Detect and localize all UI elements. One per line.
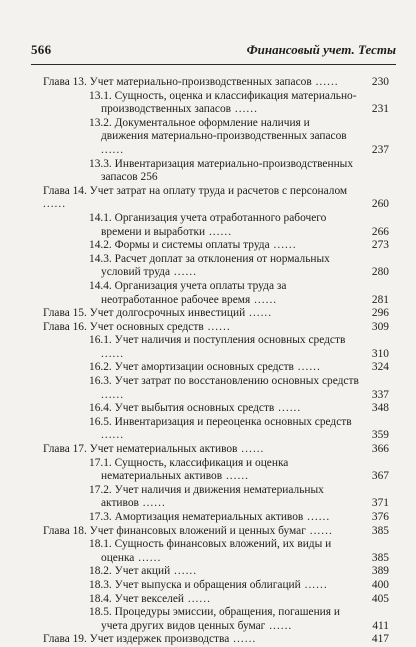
toc-section-entry [43, 538, 389, 565]
toc-entry-title: 14.2. Формы и системы оплаты труда [89, 239, 270, 252]
toc-chapter-entry [43, 443, 389, 457]
toc-chapter-entry [43, 525, 389, 539]
toc-leader-dots: ...... [274, 402, 302, 415]
toc-page-number: 385 [371, 551, 389, 564]
toc-chapter-entry [43, 307, 389, 321]
toc-section-entry [43, 484, 389, 511]
toc-leader-dots: ...... [101, 347, 125, 360]
page-number: 566 [31, 42, 52, 57]
toc-page-number: 389 [371, 565, 389, 578]
toc-section-entry [43, 158, 389, 185]
toc-chapter-entry [43, 633, 389, 647]
toc-page-number: 296 [369, 307, 389, 321]
toc-page-number: 359 [371, 429, 389, 442]
toc-page-number: 400 [371, 578, 389, 591]
toc-entry-title: 18.1. Сущность финансовых вложений, их виды и оценка [89, 538, 332, 564]
toc-leader-dots: ...... [184, 592, 211, 605]
toc-leader-dots: ...... [170, 266, 197, 279]
toc-leader-dots: ...... [203, 320, 231, 333]
toc-section-entry [43, 375, 389, 402]
toc-entry-title: Глава 14. Учет затрат на оплату труда и расчетов с персоналом [43, 184, 348, 197]
toc-leader-dots: ...... [43, 198, 67, 211]
toc-entry-title: 16.3. Учет затрат по восстановлению основных средств [89, 375, 359, 388]
toc-page-number: 237 [371, 143, 389, 156]
toc-page-number: 230 [369, 76, 389, 90]
toc-entry-title: 16.2. Учет амортизации основных средств [89, 361, 294, 374]
toc-entry-title: 18.3. Учет выпуска и обращения облигаций [89, 578, 301, 591]
toc-page-number: 385 [369, 525, 389, 539]
toc-section-entry [43, 593, 389, 607]
toc-leader-dots: ...... [293, 361, 321, 374]
toc-leader-dots: ...... [222, 470, 250, 483]
toc-page-number: 337 [371, 388, 389, 401]
toc-page-number: 417 [369, 633, 389, 647]
toc-section-entry [43, 334, 389, 361]
toc-section-entry [43, 212, 389, 239]
toc-leader-dots: ...... [170, 565, 198, 578]
toc-entry-title: 14.3. Расчет доплат за отклонения от нормальных условий труда [89, 252, 330, 279]
toc-page-number: 273 [371, 239, 389, 252]
toc-entry-title: 18.5. Процедуры эмиссии, обращения, погашения и учета других видов ценных бумаг [89, 606, 340, 632]
toc-page-number: 231 [371, 103, 389, 116]
toc-page-number: 281 [371, 293, 389, 306]
toc-entry-title: 14.4. Организация учета оплаты труда за неотработанное рабочее время [89, 279, 287, 306]
toc-entry-title: Глава 16. Учет основных средств [43, 320, 204, 333]
toc-page-number: 376 [371, 511, 389, 523]
toc-section-entry [43, 606, 389, 633]
toc-leader-dots: ...... [101, 429, 125, 442]
toc-leader-dots: ...... [265, 619, 293, 632]
toc-leader-dots: ...... [101, 388, 125, 401]
toc-leader-dots: ...... [305, 524, 333, 537]
toc-entry-title: 17.3. Амортизация нематериальных активов [89, 511, 304, 523]
toc-page-number: 324 [371, 361, 389, 374]
toc-page-number: 309 [369, 321, 389, 335]
toc-page-number: 371 [371, 497, 389, 510]
toc-leader-dots: ...... [303, 511, 331, 523]
toc-page-number: 366 [369, 443, 389, 457]
toc-entry-title: 16.5. Инвентаризация и переоценка основных средств [89, 415, 352, 428]
toc-page-number: 260 [369, 198, 389, 212]
toc-leader-dots: ...... [205, 225, 233, 238]
toc-section-entry [43, 117, 389, 158]
running-title: Финансовый учет. Тесты [246, 42, 396, 57]
toc-page-number: 411 [372, 619, 389, 632]
toc-entry-title: Глава 13. Учет материально-производственных запасов [43, 76, 312, 88]
toc-chapter-entry [43, 321, 389, 335]
toc-section-entry [43, 511, 389, 525]
toc-section-entry [43, 565, 389, 579]
toc-leader-dots: ...... [250, 293, 278, 306]
toc-section-entry [43, 579, 389, 593]
toc-page-number: 405 [371, 592, 389, 605]
toc-leader-dots: ...... [311, 76, 339, 88]
toc-page-number: 310 [371, 347, 389, 360]
toc-section-entry [43, 402, 389, 416]
toc-section-entry [43, 280, 389, 307]
toc-section-entry [43, 361, 389, 375]
toc-leader-dots: ...... [231, 103, 258, 116]
toc-chapter-entry [43, 76, 389, 90]
toc-leader-dots: ...... [269, 239, 297, 252]
toc-entry-title: 16.1. Учет наличия и поступления основных средств [89, 334, 346, 347]
toc-page-number: 348 [371, 402, 389, 415]
toc-leader-dots: ...... [300, 578, 328, 591]
toc-entry-title: Глава 18. Учет финансовых вложений и ценных бумаг [43, 524, 306, 537]
toc-page-number: 266 [371, 225, 389, 238]
toc-leader-dots: ...... [229, 633, 257, 646]
toc-entry-title: 18.4. Учет векселей [89, 592, 185, 605]
toc-entry-title: 13.1. Сущность, оценка и классификация материально-производственных запасов [89, 89, 357, 116]
toc-section-entry [43, 416, 389, 443]
toc-leader-dots: ...... [138, 497, 166, 510]
toc-entry-title: 18.2. Учет акций [89, 565, 171, 578]
toc-entry-title: 13.2. Документальное оформление наличия и движения материально-производственных запасов [89, 116, 347, 143]
toc-entry-title: 14.1. Организация учета отработанного рабочего времени и выработки [89, 211, 327, 238]
toc-leader-dots: ...... [134, 551, 162, 564]
toc-entry-title: 16.4. Учет выбытия основных средств [89, 402, 275, 415]
page-header [31, 38, 396, 65]
toc-entry-title: Глава 17. Учет нематериальных активов [43, 443, 238, 456]
toc-entry-title: Глава 19. Учет издержек производства [43, 633, 230, 646]
toc-section-entry [43, 457, 389, 484]
toc-chapter-entry [43, 185, 389, 212]
table-of-contents [43, 76, 389, 647]
toc-leader-dots: ...... [245, 307, 273, 320]
toc-entry-title: 13.3. Инвентаризация материально-производственных запасов 256 [89, 157, 354, 184]
toc-entry-title: Глава 15. Учет долгосрочных инвестиций [43, 307, 246, 320]
toc-section-entry [43, 239, 389, 253]
toc-entry-title: 17.1. Сущность, классификация и оценка нематериальных активов [89, 456, 289, 483]
toc-page-number: 367 [371, 470, 389, 483]
toc-leader-dots: ...... [237, 443, 265, 456]
toc-leader-dots: ...... [101, 143, 125, 156]
toc-section-entry [43, 90, 389, 117]
toc-page-number: 280 [371, 266, 389, 279]
toc-section-entry [43, 253, 389, 280]
toc-entry-title: 17.2. Учет наличия и движения нематериальных активов [89, 483, 324, 510]
